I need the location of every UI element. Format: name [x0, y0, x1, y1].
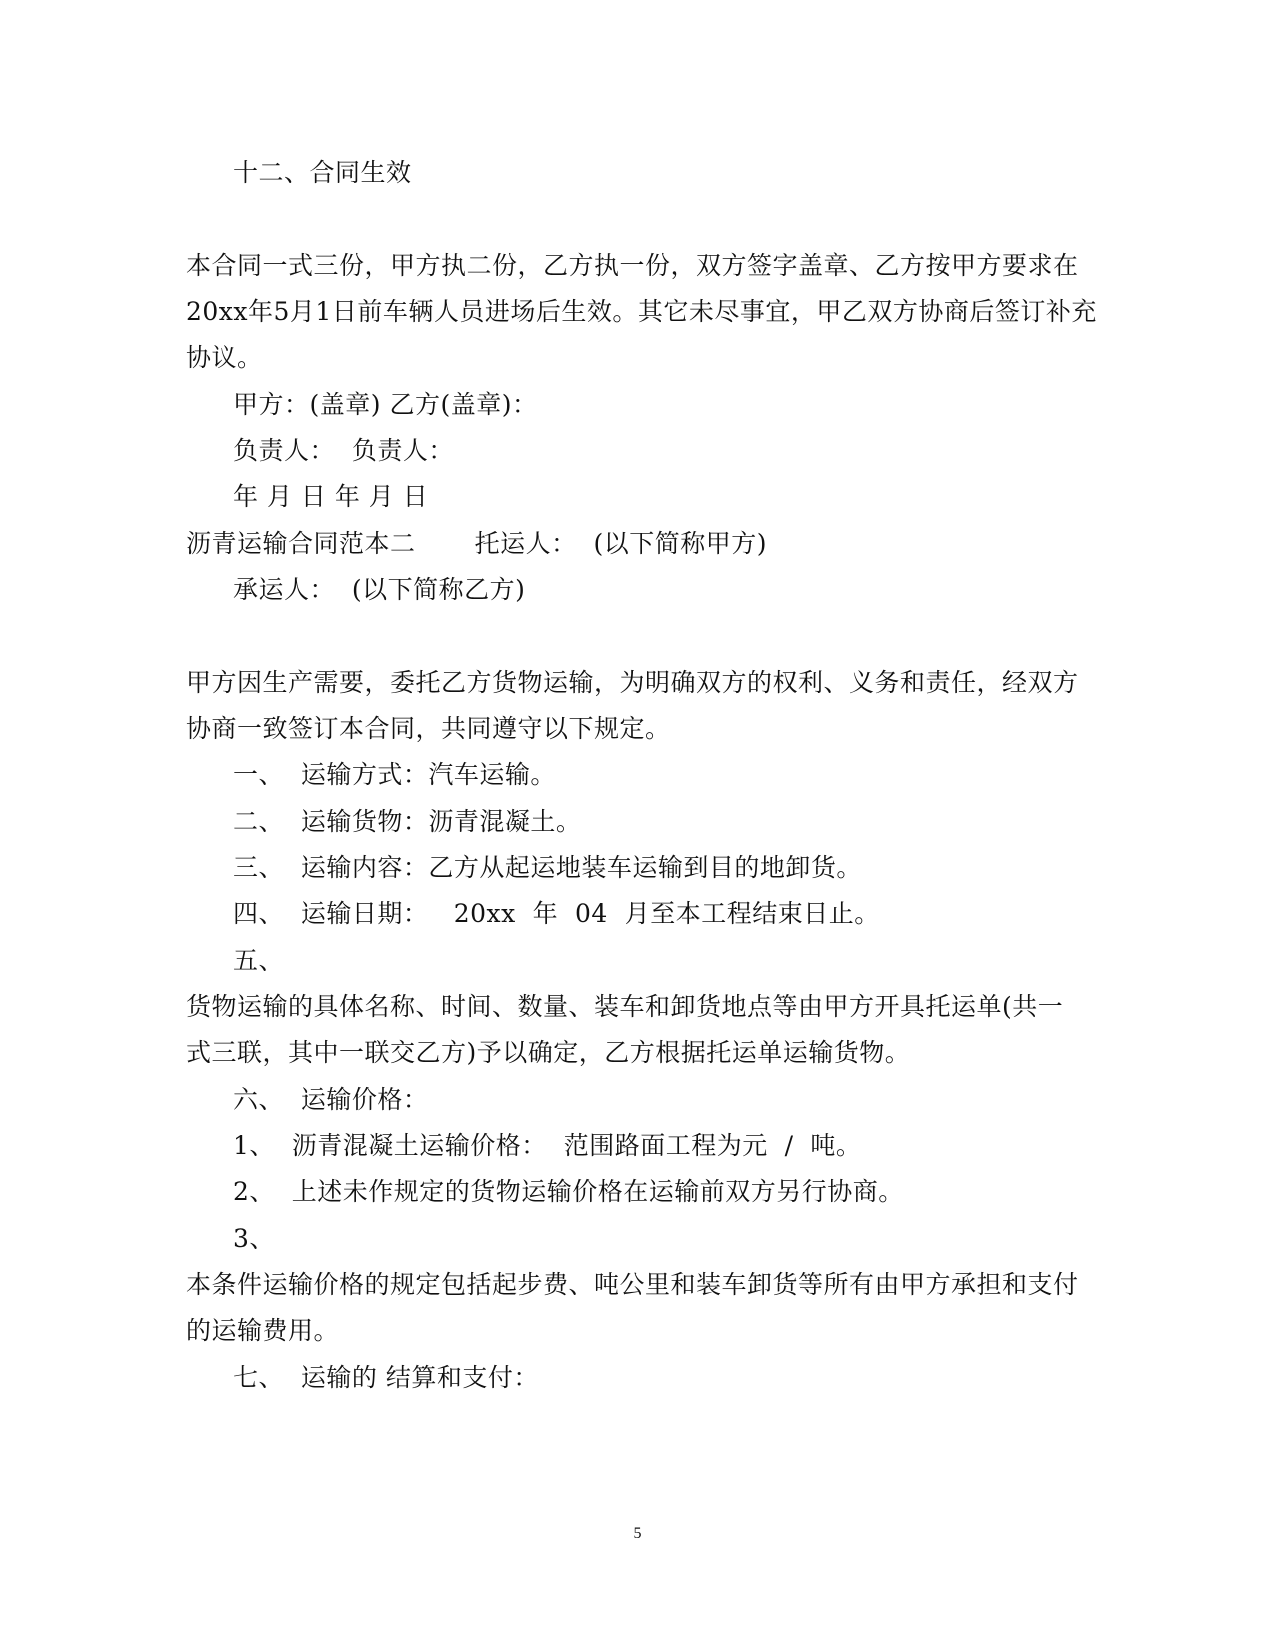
carrier-line: 承运人： (以下简称乙方): [233, 575, 526, 604]
page-number: 5: [633, 1525, 642, 1542]
paragraph-line: 协议。: [186, 343, 263, 372]
clause-item: 六、 运输价格：: [233, 1085, 429, 1114]
clause-item: 五、: [233, 946, 285, 975]
signature-date-line: 年 月 日 年 月 日: [233, 482, 429, 511]
paragraph-line: 本合同一式三份，甲方执二份，乙方执一份，双方签字盖章、乙方按甲方要求在: [186, 251, 1079, 280]
paragraph-line: 货物运输的具体名称、时间、数量、装车和卸货地点等由甲方开具托运单(共一: [186, 992, 1064, 1021]
contract-title-shipper-line: 沥青运输合同范本二 托运人： (以下简称甲方): [186, 529, 768, 558]
paragraph-line: 式三联，其中一联交乙方)予以确定，乙方根据托运单运输货物。: [186, 1038, 911, 1067]
clause-item: 七、 运输的 结算和支付：: [233, 1363, 539, 1392]
sub-clause-item: 3、: [233, 1224, 275, 1253]
paragraph-line: 20xx年5月1日前车辆人员进场后生效。其它未尽事宜，甲乙双方协商后签订补充: [186, 297, 1097, 326]
paragraph-line: 协商一致签订本合同，共同遵守以下规定。: [186, 714, 671, 743]
clause-item: 三、 运输内容：乙方从起运地装车运输到目的地卸货。: [233, 853, 862, 882]
clause-item: 四、 运输日期： 20xx 年 04 月至本工程结束日止。: [233, 899, 880, 928]
sub-clause-item: 2、 上述未作规定的货物运输价格在运输前双方另行协商。: [233, 1177, 904, 1206]
section-heading-contract-effect: 十二、合同生效: [233, 158, 412, 187]
paragraph-line: 甲方因生产需要，委托乙方货物运输，为明确双方的权利、义务和责任，经双方: [186, 668, 1079, 697]
signature-party-line: 甲方：(盖章) 乙方(盖章)：: [233, 390, 538, 419]
sub-clause-item: 1、 沥青混凝土运输价格： 范围路面工程为元 / 吨。: [233, 1131, 862, 1160]
paragraph-line: 本条件运输价格的规定包括起步费、吨公里和装车卸货等所有由甲方承担和支付: [186, 1270, 1079, 1299]
paragraph-line: 的运输费用。: [186, 1316, 340, 1345]
clause-item: 二、 运输货物：沥青混凝土。: [233, 807, 582, 836]
clause-item: 一、 运输方式：汽车运输。: [233, 760, 556, 789]
signature-responsible-line: 负责人： 负责人：: [233, 436, 454, 465]
